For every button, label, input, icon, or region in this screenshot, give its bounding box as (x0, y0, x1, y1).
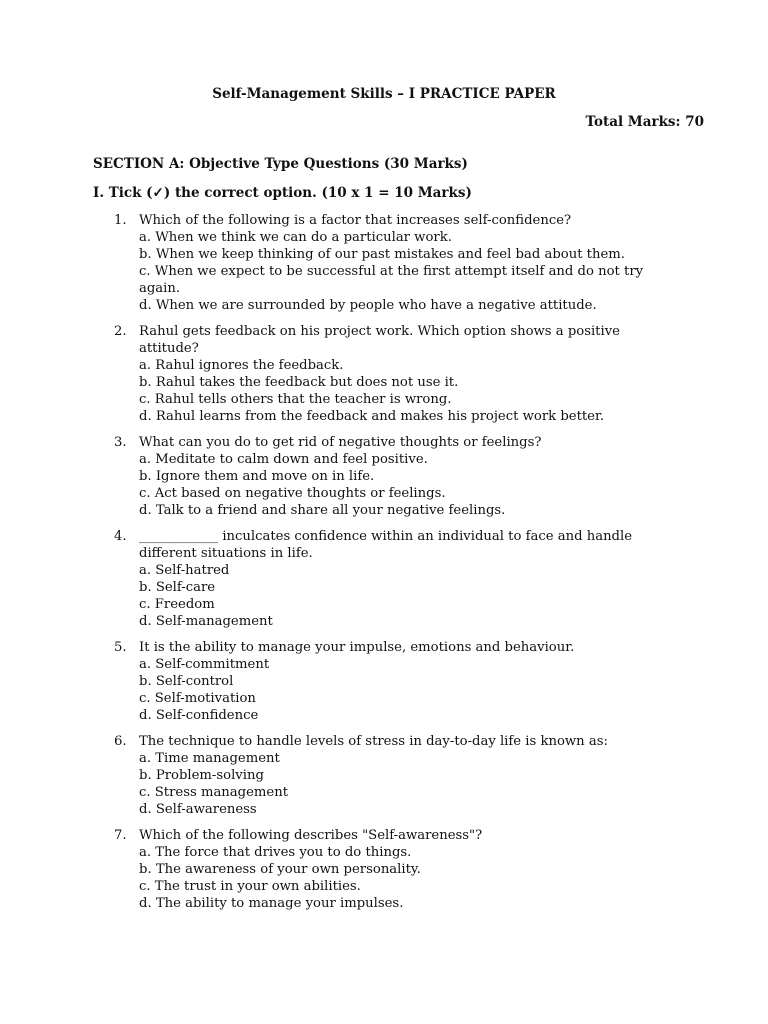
answer-option: a. Rahul ignores the feedback. (139, 358, 344, 373)
answer-option: a. Self-commitment (139, 657, 270, 672)
question-item-6 (114, 733, 674, 818)
answer-option: b. When we keep thinking of our past mistakes and feel bad about them. (139, 247, 625, 262)
question-number: 6. (114, 734, 127, 749)
answer-option: c. Self-motivation (139, 691, 256, 706)
answer-option: b. Ignore them and move on in life. (139, 469, 375, 484)
answer-option: d. When we are surrounded by people who have a negative attitude. (139, 298, 597, 313)
question-number: 1. (114, 213, 127, 228)
answer-option: d. Self-confidence (139, 708, 259, 723)
answer-option: c. Freedom (139, 597, 215, 612)
question-text: Which of the following describes "Self-awareness"? (139, 828, 483, 843)
answer-option: d. Self-awareness (139, 802, 257, 817)
answer-option: a. When we think we can do a particular work. (139, 230, 452, 245)
answer-option: a. Meditate to calm down and feel positive. (139, 452, 428, 467)
answer-option: a. Time management (139, 751, 280, 766)
answer-option: d. Rahul learns from the feedback and makes his project work better. (139, 409, 605, 424)
question-text: Rahul gets feedback on his project work. Which option shows a positive attitude? (139, 324, 620, 356)
question-item-7 (114, 827, 674, 912)
section-heading: SECTION A: Objective Type Questions (30 Marks) (93, 156, 468, 172)
question-number: 3. (114, 435, 127, 450)
question-number: 2. (114, 324, 127, 339)
answer-option: c. The trust in your own abilities. (139, 879, 361, 894)
answer-option: d. Talk to a friend and share all your negative feelings. (139, 503, 506, 518)
question-text: What can you do to get rid of negative thoughts or feelings? (139, 435, 542, 450)
instruction-heading: I. Tick (✓) the correct option. (10 x 1 = 10 Marks) (93, 185, 472, 201)
question-item-2 (114, 323, 674, 425)
question-item-5 (114, 639, 674, 724)
answer-option: b. Self-care (139, 580, 216, 595)
answer-option: b. Rahul takes the feedback but does not use it. (139, 375, 459, 390)
question-item-4 (114, 528, 674, 630)
answer-option: a. The force that drives you to do things. (139, 845, 412, 860)
answer-option: b. Self-control (139, 674, 234, 689)
question-number: 4. (114, 529, 127, 544)
answer-option: c. Stress management (139, 785, 289, 800)
question-number: 7. (114, 828, 127, 843)
answer-option: c. Rahul tells others that the teacher is wrong. (139, 392, 452, 407)
answer-option: b. Problem-solving (139, 768, 264, 783)
question-number: 5. (114, 640, 127, 655)
question-text: It is the ability to manage your impulse, emotions and behaviour. (139, 640, 575, 655)
question-text: The technique to handle levels of stress in day-to-day life is known as: (139, 734, 608, 749)
question-text: ____________ inculcates confidence within an individual to face and handle different situations in life. (139, 529, 633, 561)
answer-option: d. Self-management (139, 614, 273, 629)
total-marks: Total Marks: 70 (585, 114, 704, 130)
answer-option: c. Act based on negative thoughts or feelings. (139, 486, 446, 501)
answer-option: c. When we expect to be successful at the first attempt itself and do not try again. (139, 264, 644, 296)
paper-title: Self-Management Skills – I PRACTICE PAPER (212, 86, 556, 102)
question-item-3 (114, 434, 674, 519)
answer-option: d. The ability to manage your impulses. (139, 896, 404, 911)
question-list (114, 212, 674, 921)
answer-option: a. Self-hatred (139, 563, 230, 578)
answer-option: b. The awareness of your own personality. (139, 862, 421, 877)
question-text: Which of the following is a factor that increases self-confidence? (139, 213, 572, 228)
question-item-1 (114, 212, 674, 314)
